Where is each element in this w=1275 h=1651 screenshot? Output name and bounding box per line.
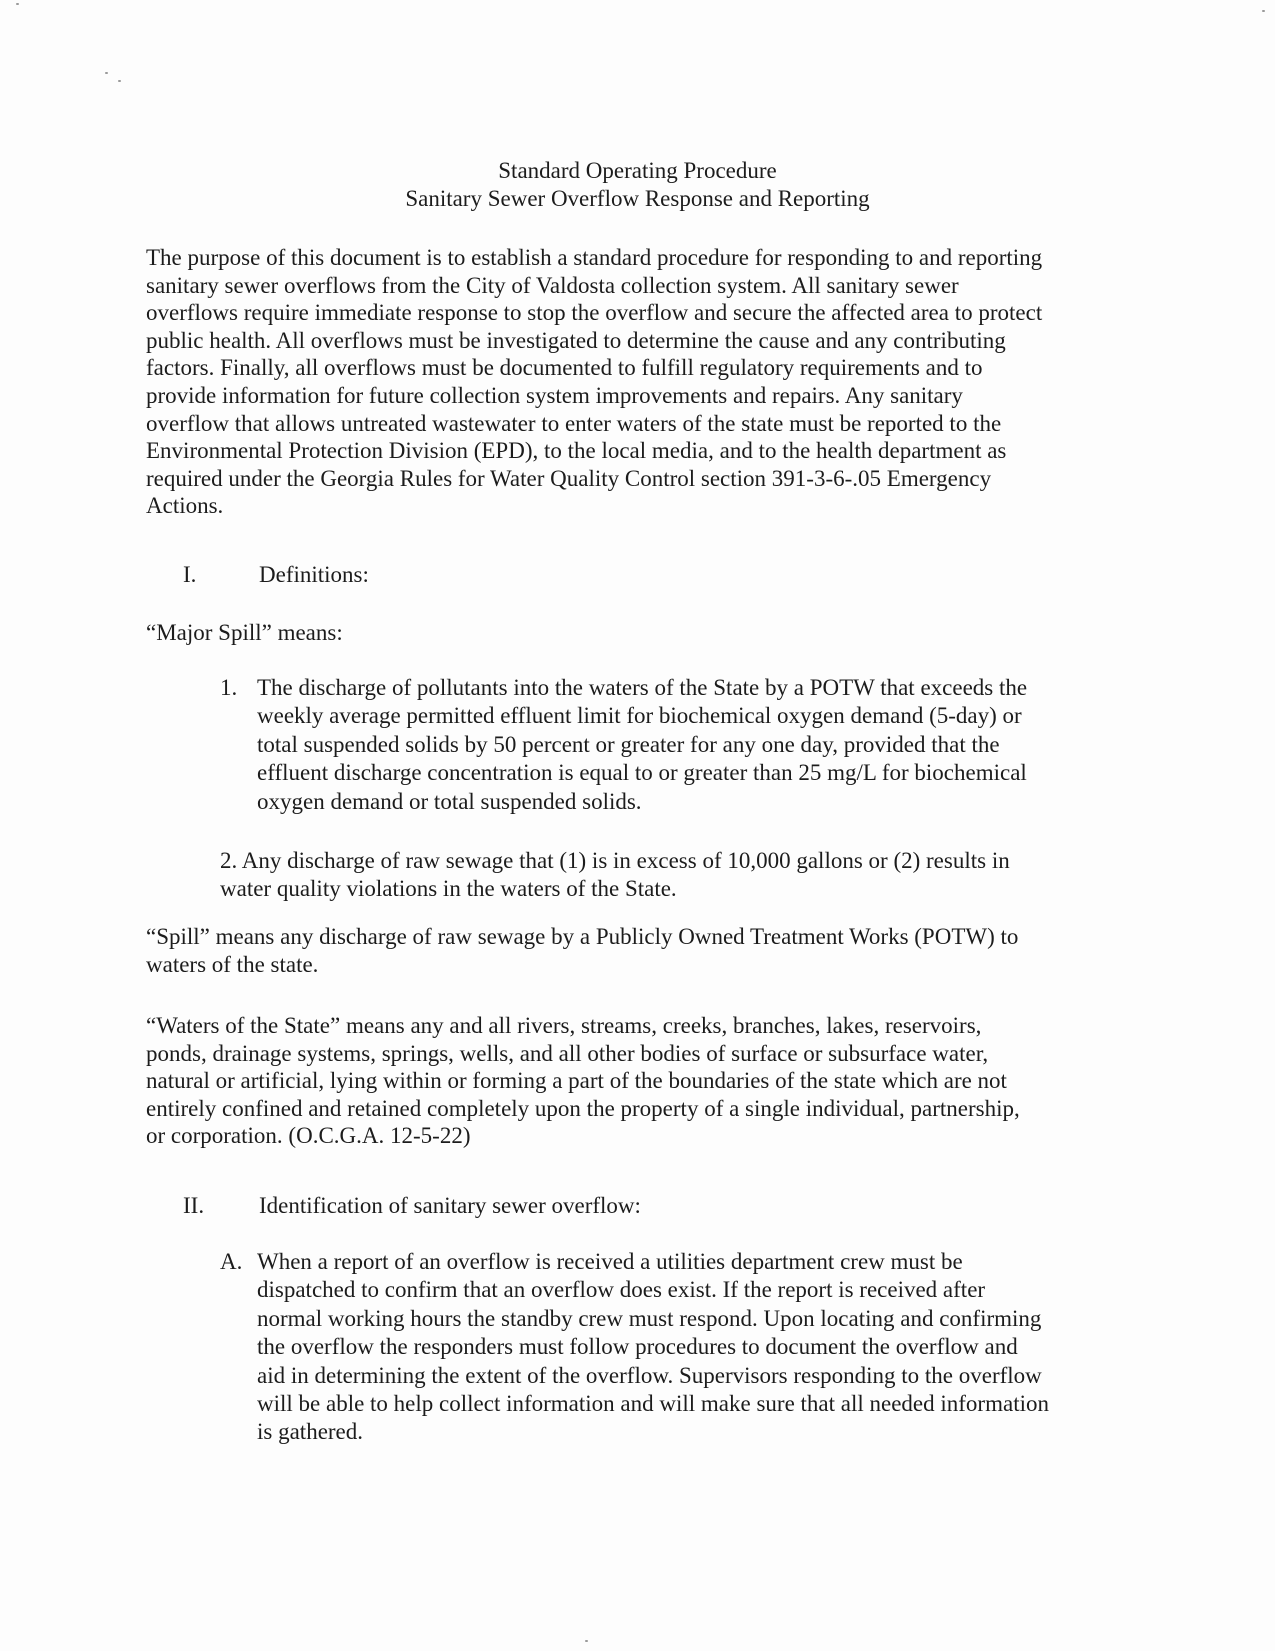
section-number: I. [183,562,197,587]
purpose-line: The purpose of this document is to establish a standard procedure for responding to and reporting [146,245,1043,270]
list-item-line: 2. Any discharge of raw sewage that (1) is in excess of 10,000 gallons or (2) results in [220,848,1010,873]
section-number: II. [183,1193,205,1218]
section-title: Definitions: [259,562,369,587]
purpose-line: sanitary sewer overflows from the City of Valdosta collection system. All sanitary sewer [146,272,959,298]
section-title: Identification of sanitary sewer overflow: [259,1193,641,1218]
waters-of-the-state-definition [146,1012,1020,1150]
title-line-2: Sanitary Sewer Overflow Response and Reporting [405,186,870,211]
list-item-line: will be able to help collect information and will make sure that all needed information [257,1391,1049,1417]
list-item-line: When a report of an overflow is received a utilities department crew must be [257,1249,963,1274]
list-item-line: The discharge of pollutants into the waters of the State by a POTW that exceeds the [257,675,1028,700]
major-spill-item-2 [220,847,1010,902]
purpose-line: public health. All overflows must be investigated to determine the cause and any contributing [146,327,1006,353]
list-item-line: is gathered. [257,1419,364,1445]
scan-speck [118,80,121,82]
purpose-line: Environmental Protection Division (EPD), to the local media, and to the health department as [146,438,1007,464]
list-item-text [257,674,1027,816]
list-item-line: the overflow the responders must follow procedures to document the overflow and [257,1334,1018,1360]
scan-speck [16,3,19,5]
purpose-paragraph [146,244,1136,520]
list-item-line: aid in determining the extent of the overflow. Supervisors responding to the overflow [257,1362,1042,1388]
definition-line: “Spill” means any discharge of raw sewage by a Publicly Owned Treatment Works (POTW) to [146,924,1019,949]
definition-line: “Waters of the State” means any and all rivers, streams, creeks, branches, lakes, reservoirs, [146,1013,982,1038]
scan-speck [1262,10,1265,12]
list-item-line: effluent discharge concentration is equal to or greater than 25 mg/L for biochemical [257,760,1027,786]
list-marker: A. [220,1249,243,1274]
list-item-line: dispatched to confirm that an overflow does exist. If the report is received after [257,1277,986,1303]
list-item-line: weekly average permitted effluent limit for biochemical oxygen demand (5-day) or [257,703,1022,729]
scan-speck [105,72,108,74]
document-title [0,157,1275,213]
purpose-line: required under the Georgia Rules for Water Quality Control section 391-3-6-.05 Emergency [146,465,992,491]
definition-line: natural or artificial, lying within or forming a part of the boundaries of the state which are not [146,1068,1007,1094]
list-item-text [257,1248,1049,1447]
list-marker: 1. [220,675,238,700]
title-line-1: Standard Operating Procedure [498,158,777,183]
purpose-line: provide information for future collection system improvements and repairs. Any sanitary [146,382,963,408]
list-item-line: oxygen demand or total suspended solids. [257,788,642,814]
scan-speck [585,1640,588,1642]
definition-line: waters of the state. [146,951,319,977]
definition-line: or corporation. (O.C.G.A. 12-5-22) [146,1123,471,1149]
purpose-line: overflow that allows untreated wastewater to enter waters of the state must be reported to the [146,410,1002,436]
purpose-line: Actions. [146,493,224,519]
definition-line: ponds, drainage systems, springs, wells, and all other bodies of surface or subsurface water, [146,1040,989,1066]
major-spill-intro: “Major Spill” means: [146,620,343,645]
list-item-line: water quality violations in the waters of the State. [220,875,677,901]
purpose-line: overflows require immediate response to stop the overflow and secure the affected area to protect [146,300,1043,326]
list-item-line: normal working hours the standby crew must respond. Upon locating and confirming [257,1305,1042,1331]
spill-definition [146,923,1018,978]
definition-line: entirely confined and retained completely upon the property of a single individual, partnership, [146,1095,1020,1121]
purpose-line: factors. Finally, all overflows must be documented to fulfill regulatory requirements and to [146,355,983,381]
list-item-line: total suspended solids by 50 percent or greater for any one day, provided that the [257,731,1000,757]
